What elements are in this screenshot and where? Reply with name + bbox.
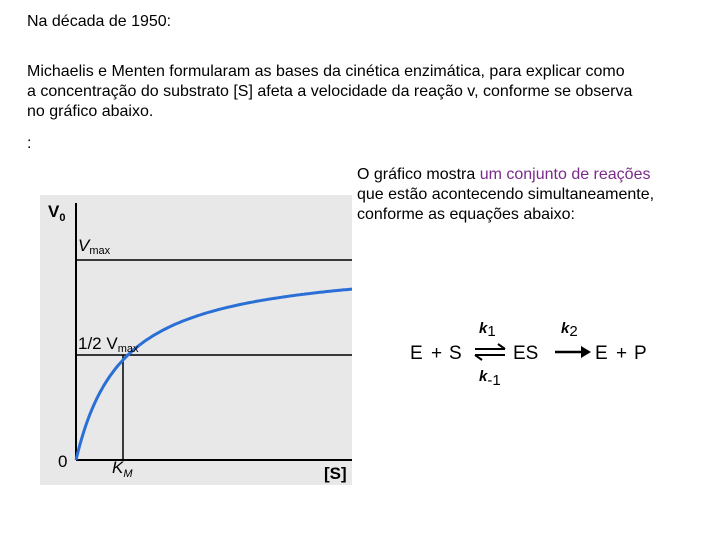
- forward-arrow-icon: [555, 346, 591, 358]
- enzyme-e-product: E: [595, 343, 608, 364]
- reaction-scheme: [405, 315, 665, 395]
- substrate-s: S: [449, 343, 462, 364]
- plus-sign: +: [616, 343, 628, 364]
- side-line: O gráfico mostra um conjunto de reações: [357, 166, 651, 183]
- half-vmax-label: 1/2 Vmax: [78, 334, 139, 355]
- side-line: que estão acontecendo simultaneamente,: [357, 186, 655, 203]
- paragraph-line: no gráfico abaixo.: [27, 103, 154, 120]
- origin-label: 0: [58, 452, 68, 471]
- x-axis-label: [S]: [324, 464, 347, 483]
- colon-marker: :: [27, 135, 32, 152]
- y-axis-label: $V_0$: [48, 202, 66, 224]
- highlighted-phrase: um conjunto de reações: [479, 166, 651, 183]
- paragraph-line: Michaelis e Menten formularam as bases da cinética enzimática, para explicar como: [27, 63, 625, 80]
- vmax-label: Vmax: [78, 236, 111, 257]
- side-description: [357, 165, 707, 225]
- complex-es: ES: [513, 343, 539, 364]
- equilibrium-arrows-icon: [475, 344, 505, 360]
- intro-paragraph: [27, 62, 717, 122]
- km-label: $K_M$: [112, 458, 133, 480]
- michaelis-menten-graph: [40, 195, 352, 485]
- k2-label: k2: [561, 320, 578, 340]
- heading: Na década de 1950:: [27, 13, 172, 30]
- k1-label: k1: [479, 320, 496, 340]
- enzyme-e: E: [410, 343, 423, 364]
- product-p: P: [634, 343, 647, 364]
- plus-sign: +: [431, 343, 443, 364]
- side-line: conforme as equações abaixo:: [357, 206, 575, 223]
- paragraph-line: a concentração do substrato [S] afeta a velocidade da reação v, conforme se observa: [27, 83, 633, 100]
- k-minus1-label: k-1: [479, 368, 501, 389]
